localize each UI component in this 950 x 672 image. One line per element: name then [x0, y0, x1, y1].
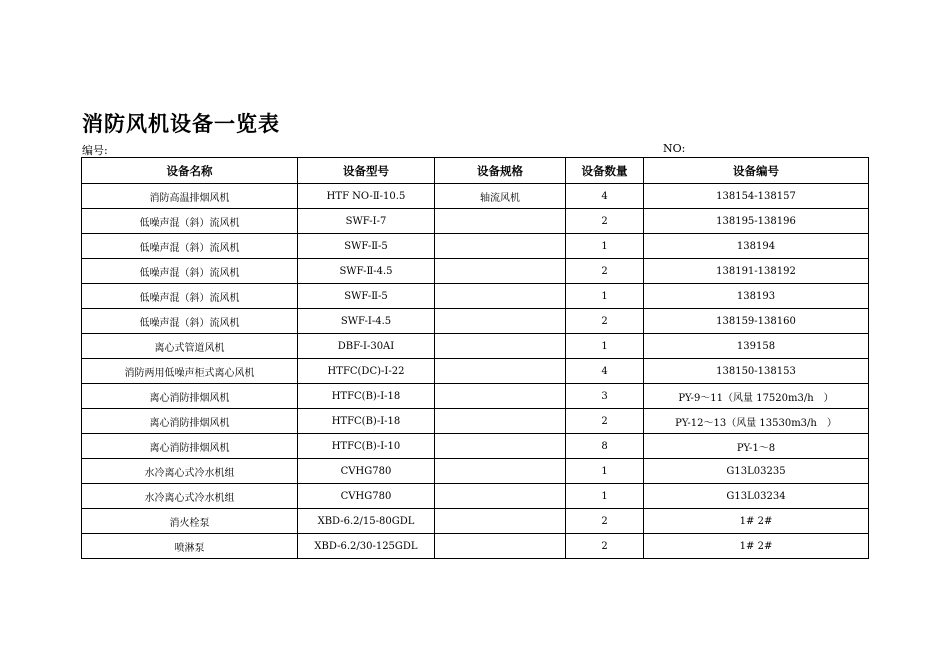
cell-equipment-spec	[435, 484, 566, 509]
cell-equipment-name: 消防两用低噪声柜式离心风机	[82, 359, 298, 384]
cell-equipment-number: PY-9～11（风量 17520m3/h ）	[644, 384, 869, 409]
cell-equipment-number: PY-1～8	[644, 434, 869, 459]
no-label: NO:	[663, 142, 686, 155]
header-equipment-model: 设备型号	[298, 158, 435, 184]
cell-equipment-number: 138195-138196	[644, 209, 869, 234]
page-title: 消防风机设备一览表	[82, 112, 280, 136]
cell-equipment-quantity: 2	[566, 534, 644, 559]
cell-equipment-quantity: 1	[566, 234, 644, 259]
cell-equipment-quantity: 1	[566, 334, 644, 359]
cell-equipment-spec	[435, 284, 566, 309]
cell-equipment-name: 离心消防排烟风机	[82, 409, 298, 434]
cell-equipment-spec	[435, 309, 566, 334]
table-row	[82, 384, 869, 409]
cell-equipment-spec	[435, 234, 566, 259]
cell-equipment-number: 139158	[644, 334, 869, 359]
cell-equipment-name: 消防高温排烟风机	[82, 184, 298, 209]
cell-equipment-spec	[435, 509, 566, 534]
cell-equipment-model: HTFC(B)-Ⅰ-18	[298, 409, 435, 434]
table-row	[82, 534, 869, 559]
header-equipment-name: 设备名称	[82, 158, 298, 184]
cell-equipment-spec: 轴流风机	[435, 184, 566, 209]
header-equipment-number: 设备编号	[644, 158, 869, 184]
cell-equipment-model: SWF-Ⅰ-4.5	[298, 309, 435, 334]
table-row	[82, 359, 869, 384]
cell-equipment-quantity: 4	[566, 359, 644, 384]
cell-equipment-name: 水冷离心式冷水机组	[82, 459, 298, 484]
cell-equipment-name: 低噪声混（斜）流风机	[82, 209, 298, 234]
cell-equipment-model: HTF NO-Ⅱ-10.5	[298, 184, 435, 209]
cell-equipment-number: 138194	[644, 234, 869, 259]
cell-equipment-name: 离心消防排烟风机	[82, 384, 298, 409]
cell-equipment-model: SWF-Ⅰ-7	[298, 209, 435, 234]
table-row	[82, 284, 869, 309]
cell-equipment-quantity: 1	[566, 459, 644, 484]
cell-equipment-spec	[435, 459, 566, 484]
cell-equipment-name: 低噪声混（斜）流风机	[82, 259, 298, 284]
cell-equipment-model: HTFC(B)-Ⅰ-18	[298, 384, 435, 409]
cell-equipment-name: 离心式管道风机	[82, 334, 298, 359]
cell-equipment-model: SWF-Ⅱ-5	[298, 284, 435, 309]
cell-equipment-quantity: 2	[566, 259, 644, 284]
cell-equipment-quantity: 1	[566, 484, 644, 509]
cell-equipment-model: CVHG780	[298, 459, 435, 484]
cell-equipment-number: 1# 2#	[644, 509, 869, 534]
cell-equipment-spec	[435, 409, 566, 434]
cell-equipment-quantity: 2	[566, 309, 644, 334]
cell-equipment-number: 138193	[644, 284, 869, 309]
cell-equipment-number: 1# 2#	[644, 534, 869, 559]
cell-equipment-spec	[435, 259, 566, 284]
header-equipment-spec: 设备规格	[435, 158, 566, 184]
table-row	[82, 209, 869, 234]
cell-equipment-number: 138154-138157	[644, 184, 869, 209]
table-header-row	[82, 158, 869, 184]
cell-equipment-spec	[435, 534, 566, 559]
table-row	[82, 334, 869, 359]
cell-equipment-model: SWF-Ⅱ-5	[298, 234, 435, 259]
table-row	[82, 434, 869, 459]
cell-equipment-name: 消火栓泵	[82, 509, 298, 534]
cell-equipment-spec	[435, 384, 566, 409]
cell-equipment-model: HTFC(DC)-Ⅰ-22	[298, 359, 435, 384]
cell-equipment-quantity: 8	[566, 434, 644, 459]
cell-equipment-quantity: 2	[566, 409, 644, 434]
cell-equipment-quantity: 2	[566, 209, 644, 234]
cell-equipment-quantity: 2	[566, 509, 644, 534]
document-meta	[82, 142, 868, 156]
cell-equipment-number: 138150-138153	[644, 359, 869, 384]
cell-equipment-model: SWF-Ⅱ-4.5	[298, 259, 435, 284]
cell-equipment-number: 138191-138192	[644, 259, 869, 284]
header-equipment-quantity: 设备数量	[566, 158, 644, 184]
table-row	[82, 234, 869, 259]
cell-equipment-name: 离心消防排烟风机	[82, 434, 298, 459]
cell-equipment-quantity: 4	[566, 184, 644, 209]
cell-equipment-name: 喷淋泵	[82, 534, 298, 559]
cell-equipment-number: G13L03235	[644, 459, 869, 484]
cell-equipment-quantity: 1	[566, 284, 644, 309]
cell-equipment-number: 138159-138160	[644, 309, 869, 334]
cell-equipment-spec	[435, 334, 566, 359]
cell-equipment-model: CVHG780	[298, 484, 435, 509]
cell-equipment-model: XBD-6.2/15-80GDL	[298, 509, 435, 534]
equipment-table	[81, 157, 869, 559]
table-row	[82, 459, 869, 484]
table-row	[82, 309, 869, 334]
cell-equipment-spec	[435, 434, 566, 459]
cell-equipment-model: HTFC(B)-Ⅰ-10	[298, 434, 435, 459]
cell-equipment-model: DBF-Ⅰ-30AI	[298, 334, 435, 359]
number-label: 编号:	[82, 144, 108, 157]
cell-equipment-spec	[435, 209, 566, 234]
table-body	[82, 184, 869, 559]
cell-equipment-number: PY-12～13（风量 13530m3/h ）	[644, 409, 869, 434]
table-row	[82, 259, 869, 284]
table-row	[82, 409, 869, 434]
cell-equipment-name: 水冷离心式冷水机组	[82, 484, 298, 509]
cell-equipment-spec	[435, 359, 566, 384]
cell-equipment-model: XBD-6.2/30-125GDL	[298, 534, 435, 559]
cell-equipment-name: 低噪声混（斜）流风机	[82, 309, 298, 334]
cell-equipment-number: G13L03234	[644, 484, 869, 509]
cell-equipment-name: 低噪声混（斜）流风机	[82, 234, 298, 259]
table-row	[82, 484, 869, 509]
table-row	[82, 509, 869, 534]
cell-equipment-name: 低噪声混（斜）流风机	[82, 284, 298, 309]
cell-equipment-quantity: 3	[566, 384, 644, 409]
table-row	[82, 184, 869, 209]
